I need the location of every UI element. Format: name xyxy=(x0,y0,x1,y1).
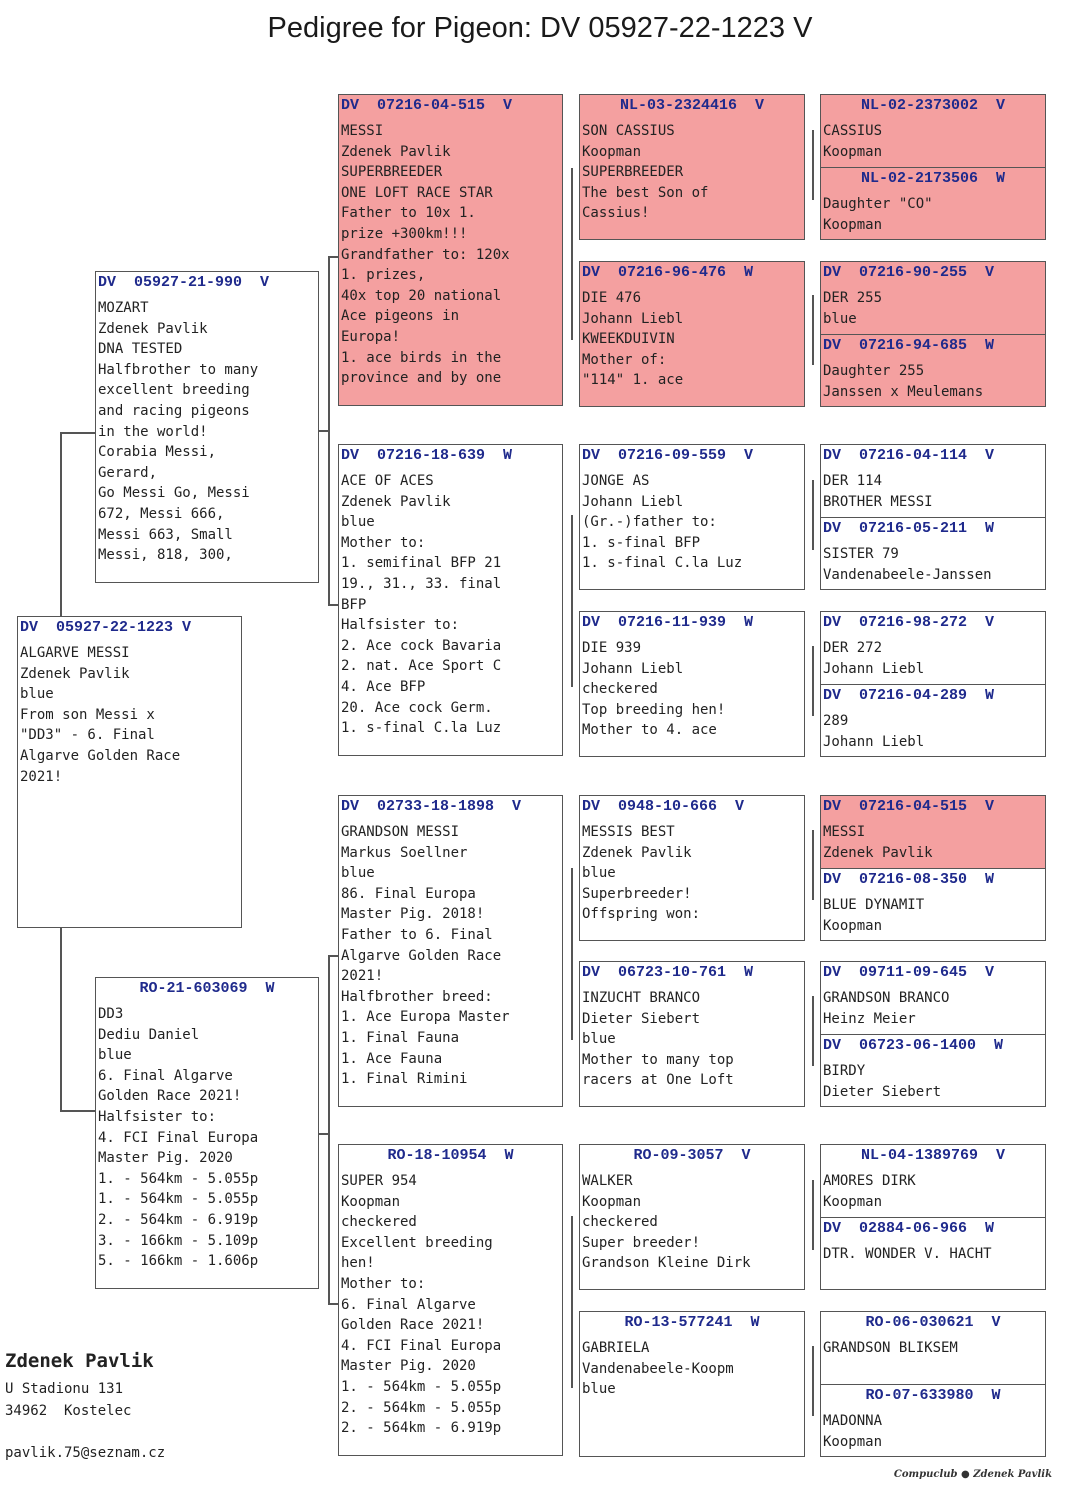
pedigree-line: Halfsister to: xyxy=(98,1108,217,1125)
pedigree-line: CASSIUS xyxy=(823,123,883,139)
ring-number: NL-03-2324416 V xyxy=(619,97,765,114)
pedigree-line: SON CASSIUS xyxy=(582,123,675,139)
ring-number: DV 07216-94-685 W xyxy=(823,337,995,354)
pedigree-line: blue xyxy=(582,865,616,882)
pedigree-line: DIE 939 xyxy=(582,640,642,656)
ring-number: RO-06-030621 V xyxy=(865,1314,1001,1331)
pedigree-line: 86. Final Europa xyxy=(341,885,476,902)
pedigree-line: 20. Ace cock Germ. xyxy=(341,699,493,716)
pedigree-line: Halfbrother to many xyxy=(98,361,259,378)
pedigree-line: DTR. WONDER V. HACHT xyxy=(823,1246,992,1262)
great-grandparent-card xyxy=(579,1144,805,1290)
pedigree-line: 4. FCI Final Europa xyxy=(98,1129,259,1146)
pedigree-line: SUPERBREEDER xyxy=(341,164,443,181)
pedigree-line: Johann Liebl xyxy=(582,493,684,510)
pedigree-line: DD3 xyxy=(98,1006,124,1022)
owner-street: U Stadionu 131 xyxy=(5,1381,124,1397)
pedigree-line: blue xyxy=(582,1381,616,1398)
pedigree-line: Heinz Meier xyxy=(823,1010,916,1027)
ring-number: DV 06723-10-761 W xyxy=(582,964,754,981)
pedigree-line: Golden Race 2021! xyxy=(341,1317,485,1334)
grandparent-card xyxy=(338,94,563,406)
ancestor-cell xyxy=(821,1145,1045,1217)
pedigree-line: province and by one xyxy=(341,370,502,387)
pedigree-line: Mother to many top xyxy=(582,1051,734,1068)
grandparent-card xyxy=(338,444,563,756)
pedigree-line: 1. ace birds in the xyxy=(341,349,502,366)
pedigree-line: blue xyxy=(823,310,857,327)
ring-number: DV 07216-98-272 V xyxy=(823,614,995,631)
connector-line xyxy=(571,515,573,687)
pedigree-line: GRANDSON BLIKSEM xyxy=(823,1340,958,1356)
pedigree-line: 1. - 564km - 5.055p xyxy=(98,1170,259,1187)
ancestor-pair-card xyxy=(820,1144,1046,1290)
ancestor-pair-card xyxy=(820,611,1046,757)
pedigree-line: Master Pig. 2020 xyxy=(98,1150,233,1167)
ring-number: DV 07216-18-639 W xyxy=(341,447,513,464)
pedigree-line: 6. Final Algarve xyxy=(98,1067,233,1084)
pedigree-line: ALGARVE MESSI xyxy=(20,645,130,661)
subject-pigeon-card xyxy=(17,616,242,928)
ancestor-pair-card xyxy=(820,94,1046,240)
pedigree-line: Dediu Daniel xyxy=(98,1026,200,1043)
ring-number: RO-18-10954 W xyxy=(387,1147,514,1164)
great-grandparent-card xyxy=(579,94,805,240)
pedigree-line: 672, Messi 666, xyxy=(98,505,225,522)
ring-number: DV 07216-04-515 V xyxy=(823,798,995,815)
ancestor-pair-card xyxy=(820,795,1046,941)
pedigree-line: checkered xyxy=(341,1214,417,1231)
pedigree-line: Corabia Messi, xyxy=(98,444,217,461)
connector-line xyxy=(60,432,62,618)
pedigree-line: Messi, 818, 300, xyxy=(98,547,233,564)
ring-number: DV 07216-96-476 W xyxy=(582,264,754,281)
pedigree-line: DER 255 xyxy=(823,290,883,306)
pedigree-line: Zdenek Pavlik xyxy=(341,493,451,510)
pedigree-line: hen! xyxy=(341,1255,375,1272)
pedigree-line: blue xyxy=(341,865,375,882)
pedigree-line: GABRIELA xyxy=(582,1340,650,1356)
ring-number: NL-04-1389769 V xyxy=(860,1147,1006,1164)
pedigree-line: (Gr.-)father to: xyxy=(582,514,717,531)
pedigree-line: Go Messi Go, Messi xyxy=(98,485,250,502)
pedigree-line: Zdenek Pavlik xyxy=(20,665,130,682)
pedigree-line: blue xyxy=(582,1031,616,1048)
pedigree-line: 2021! xyxy=(20,768,63,785)
ancestor-cell xyxy=(821,1217,1045,1265)
ancestor-pair-card xyxy=(820,444,1046,590)
pedigree-line: SISTER 79 xyxy=(823,546,899,562)
owner-city: 34962 Kostelec xyxy=(5,1403,132,1419)
pedigree-line: AMORES DIRK xyxy=(823,1173,916,1189)
pedigree-line: 4. Ace BFP xyxy=(341,678,426,695)
ring-number: RO-07-633980 W xyxy=(865,1387,1001,1404)
connector-line xyxy=(812,1180,814,1250)
pedigree-line: Halfbrother breed: xyxy=(341,988,493,1005)
pedigree-line: Excellent breeding xyxy=(341,1234,493,1251)
pedigree-line: Master Pig. 2020 xyxy=(341,1358,476,1375)
pedigree-line: JONGE AS xyxy=(582,473,650,489)
ancestor-cell xyxy=(821,796,1045,868)
pedigree-line: Super breeder! xyxy=(582,1234,701,1251)
pedigree-line: Koopman xyxy=(823,917,883,934)
connector-line xyxy=(60,432,96,434)
pedigree-line: Algarve Golden Race xyxy=(341,947,502,964)
pedigree-line: Algarve Golden Race xyxy=(20,747,181,764)
ring-number: DV 07216-90-255 V xyxy=(823,264,995,281)
pedigree-line: Johann Liebl xyxy=(582,660,684,677)
pedigree-line: Ace pigeons in xyxy=(341,308,460,325)
connector-line xyxy=(328,955,330,1305)
pedigree-line: 1. Final Fauna xyxy=(341,1029,460,1046)
pedigree-line: Grandfather to: 120x xyxy=(341,246,510,263)
pedigree-line: 1. Ace Fauna xyxy=(341,1050,443,1067)
ancestor-cell xyxy=(821,95,1045,167)
connector-line xyxy=(812,130,814,200)
pedigree-line: MADONNA xyxy=(823,1413,883,1429)
pedigree-line: Grandson Kleine Dirk xyxy=(582,1255,751,1272)
pedigree-line: Koopman xyxy=(823,1193,883,1210)
pedigree-line: MOZART xyxy=(98,300,149,316)
connector-line xyxy=(571,868,573,1040)
ring-number: RO-13-577241 W xyxy=(624,1314,760,1331)
pedigree-line: Mother to: xyxy=(341,1275,426,1292)
ring-number: DV 02884-06-966 W xyxy=(823,1220,995,1237)
pedigree-line: MESSI xyxy=(823,824,866,840)
pedigree-line: DER 114 xyxy=(823,473,883,489)
pedigree-line: From son Messi x xyxy=(20,706,155,723)
ancestor-cell xyxy=(821,612,1045,684)
connector-line xyxy=(60,928,62,1112)
pedigree-line: 2. Ace cock Bavaria xyxy=(341,637,502,654)
pedigree-line: 2. nat. Ace Sport C xyxy=(341,658,502,675)
pedigree-line: Zdenek Pavlik xyxy=(98,320,208,337)
ancestor-cell xyxy=(821,1034,1045,1102)
connector-line xyxy=(60,1110,96,1112)
pedigree-line: Cassius! xyxy=(582,205,650,222)
ring-number: DV 06723-06-1400 W xyxy=(823,1037,1004,1054)
pedigree-line: 2021! xyxy=(341,968,384,985)
ancestor-cell xyxy=(821,262,1045,334)
connector-line xyxy=(812,295,814,365)
connector-line xyxy=(812,646,814,716)
ancestor-cell xyxy=(821,684,1045,752)
connector-line xyxy=(812,1346,814,1416)
pedigree-line: blue xyxy=(341,514,375,531)
pedigree-line: 289 xyxy=(823,713,849,729)
pedigree-line: 1. s-final C.la Luz xyxy=(341,720,502,737)
great-grandparent-card xyxy=(579,611,805,757)
pedigree-line: 2. - 564km - 6.919p xyxy=(341,1420,502,1437)
pedigree-line: GRANDSON BRANCO xyxy=(823,990,950,1006)
ancestor-cell xyxy=(821,517,1045,585)
pedigree-line: 1. s-final BFP xyxy=(582,534,701,551)
pedigree-line: Markus Soellner xyxy=(341,844,468,861)
pedigree-line: Zdenek Pavlik xyxy=(823,844,933,861)
pedigree-line: Europa! xyxy=(341,328,401,345)
grandparent-card xyxy=(338,1144,563,1456)
pedigree-line: Golden Race 2021! xyxy=(98,1088,242,1105)
pedigree-line: Koopman xyxy=(582,143,642,160)
ancestor-pair-card xyxy=(820,961,1046,1107)
pedigree-line: KWEEKDUIVIN xyxy=(582,331,675,348)
pedigree-line: in the world! xyxy=(98,423,208,440)
ring-number: DV 07216-04-289 W xyxy=(823,687,995,704)
ring-number: DV 07216-04-114 V xyxy=(823,447,995,464)
pedigree-line: Janssen x Meulemans xyxy=(823,383,984,400)
pedigree-line: Koopman xyxy=(582,1193,642,1210)
pedigree-line: 1. s-final C.la Luz xyxy=(582,555,743,572)
pedigree-line: Dieter Siebert xyxy=(823,1083,942,1100)
ring-number: DV 0948-10-666 V xyxy=(582,798,745,815)
connector-line xyxy=(812,480,814,550)
connector-line xyxy=(571,1216,573,1388)
ancestor-cell xyxy=(821,334,1045,402)
ancestor-cell xyxy=(821,962,1045,1034)
pedigree-line: racers at One Loft xyxy=(582,1072,734,1089)
owner-email: pavlik.75@seznam.cz xyxy=(5,1445,166,1461)
pedigree-line: WALKER xyxy=(582,1173,633,1189)
pedigree-line: DER 272 xyxy=(823,640,883,656)
pedigree-line: Superbreeder! xyxy=(582,885,692,902)
pedigree-line: Dieter Siebert xyxy=(582,1010,701,1027)
pedigree-line: BIRDY xyxy=(823,1063,866,1079)
ring-number: RO-09-3057 V xyxy=(633,1147,751,1164)
ring-number: DV 07216-04-515 V xyxy=(341,97,513,114)
pedigree-line: SUPERBREEDER xyxy=(582,164,684,181)
pedigree-line: checkered xyxy=(582,1214,658,1231)
pedigree-line: Johann Liebl xyxy=(823,733,925,750)
pedigree-line: The best Son of xyxy=(582,184,709,201)
pedigree-line: Mother of: xyxy=(582,351,667,368)
dam-card xyxy=(95,977,319,1289)
pedigree-line: 1. Final Rimini xyxy=(341,1071,468,1088)
pedigree-line: 1. - 564km - 5.055p xyxy=(341,1378,502,1395)
pedigree-line: MESSIS BEST xyxy=(582,824,675,840)
great-grandparent-card xyxy=(579,795,805,941)
pedigree-line: Johann Liebl xyxy=(823,660,925,677)
pedigree-line: blue xyxy=(98,1047,132,1064)
pedigree-line: Father to 6. Final xyxy=(341,926,493,943)
pedigree-line: Mother to 4. ace xyxy=(582,722,717,739)
sire-card xyxy=(95,271,319,583)
pedigree-line: 40x top 20 national xyxy=(341,287,502,304)
owner-name: Zdenek Pavlik xyxy=(5,1350,154,1372)
pedigree-line: 5. - 166km - 1.606p xyxy=(98,1253,259,1270)
pedigree-line: BLUE DYNAMIT xyxy=(823,897,925,913)
pedigree-line: excellent breeding xyxy=(98,382,250,399)
pedigree-line: ACE OF ACES xyxy=(341,473,434,489)
pedigree-line: 4. FCI Final Europa xyxy=(341,1337,502,1354)
connector-line xyxy=(812,996,814,1066)
pedigree-line: 1. - 564km - 5.055p xyxy=(98,1191,259,1208)
pedigree-line: blue xyxy=(20,686,54,703)
pedigree-line: Koopman xyxy=(823,1433,883,1450)
ring-number: DV 07216-05-211 W xyxy=(823,520,995,537)
ring-number: RO-21-603069 W xyxy=(139,980,275,997)
pedigree-line: BROTHER MESSI xyxy=(823,493,933,510)
pedigree-line: Gerard, xyxy=(98,464,158,481)
ancestor-pair-card xyxy=(820,261,1046,407)
pedigree-line: Zdenek Pavlik xyxy=(582,844,692,861)
connector-line xyxy=(812,830,814,900)
pedigree-line: Johann Liebl xyxy=(582,310,684,327)
great-grandparent-card xyxy=(579,261,805,407)
pedigree-line: INZUCHT BRANCO xyxy=(582,990,701,1006)
pedigree-line: Halfsister to: xyxy=(341,617,460,634)
pedigree-line: Messi 663, Small xyxy=(98,526,233,543)
pedigree-line: checkered xyxy=(582,681,658,698)
ring-number: DV 05927-22-1223 V xyxy=(20,619,192,636)
pedigree-line: ONE LOFT RACE STAR xyxy=(341,184,493,201)
page-title: Pedigree for Pigeon: DV 05927-22-1223 V xyxy=(267,12,813,44)
ancestor-cell xyxy=(821,868,1045,936)
ring-number: NL-02-2373002 V xyxy=(860,97,1006,114)
pedigree-line: Koopman xyxy=(823,216,883,233)
ancestor-pair-card xyxy=(820,1311,1046,1457)
pedigree-line: DNA TESTED xyxy=(98,341,183,358)
pedigree-line: BFP xyxy=(341,596,367,613)
pedigree-line: 1. Ace Europa Master xyxy=(341,1009,510,1026)
ring-number: DV 07216-08-350 W xyxy=(823,871,995,888)
ring-number: NL-02-2173506 W xyxy=(860,170,1006,187)
pedigree-line: 2. - 564km - 5.055p xyxy=(341,1399,502,1416)
great-grandparent-card xyxy=(579,1311,805,1457)
pedigree-line: Zdenek Pavlik xyxy=(341,143,451,160)
connector-line xyxy=(318,430,329,432)
pedigree-line: "114" 1. ace xyxy=(582,372,684,389)
ring-number: DV 02733-18-1898 V xyxy=(341,798,522,815)
ancestor-cell xyxy=(821,1384,1045,1452)
pedigree-line: Daughter "CO" xyxy=(823,196,933,212)
pedigree-line: Master Pig. 2018! xyxy=(341,906,485,923)
ring-number: DV 07216-11-939 W xyxy=(582,614,754,631)
pedigree-line: and racing pigeons xyxy=(98,402,250,419)
grandparent-card xyxy=(338,795,563,1107)
pedigree-line: 1. semifinal BFP 21 xyxy=(341,555,502,572)
pedigree-line: MESSI xyxy=(341,123,384,139)
pedigree-line: Daughter 255 xyxy=(823,363,925,379)
pedigree-line: "DD3" - 6. Final xyxy=(20,727,155,744)
pedigree-line: 6. Final Algarve xyxy=(341,1296,476,1313)
connector-line xyxy=(571,168,573,340)
pedigree-line: GRANDSON MESSI xyxy=(341,824,460,840)
pedigree-line: Vandenabeele-Janssen xyxy=(823,566,992,583)
pedigree-line: Father to 10x 1. xyxy=(341,205,476,222)
ancestor-cell xyxy=(821,445,1045,517)
pedigree-line: Koopman xyxy=(823,143,883,160)
pedigree-line: 1. prizes, xyxy=(341,267,426,284)
great-grandparent-card xyxy=(579,961,805,1107)
great-grandparent-card xyxy=(579,444,805,590)
pedigree-line: Offspring won: xyxy=(582,906,701,923)
connector-line xyxy=(318,1133,329,1135)
ring-number: DV 05927-21-990 V xyxy=(98,274,270,291)
pedigree-line: Top breeding hen! xyxy=(582,701,726,718)
ring-number: DV 09711-09-645 V xyxy=(823,964,995,981)
pedigree-line: Koopman xyxy=(341,1193,401,1210)
pedigree-line: 19., 31., 33. final xyxy=(341,575,502,592)
pedigree-line: Vandenabeele-Koopm xyxy=(582,1360,734,1377)
pedigree-line: Mother to: xyxy=(341,534,426,551)
pedigree-line: 3. - 166km - 5.109p xyxy=(98,1232,259,1249)
pedigree-line: 2. - 564km - 6.919p xyxy=(98,1211,259,1228)
ancestor-cell xyxy=(821,1312,1045,1384)
ring-number: DV 07216-09-559 V xyxy=(582,447,754,464)
pedigree-line: prize +300km!!! xyxy=(341,225,468,242)
ancestor-cell xyxy=(821,167,1045,235)
footer-credit: Compuclub ● Zdenek Pavlik xyxy=(893,1469,1052,1480)
pedigree-line: DIE 476 xyxy=(582,290,642,306)
pedigree-line: SUPER 954 xyxy=(341,1173,417,1189)
